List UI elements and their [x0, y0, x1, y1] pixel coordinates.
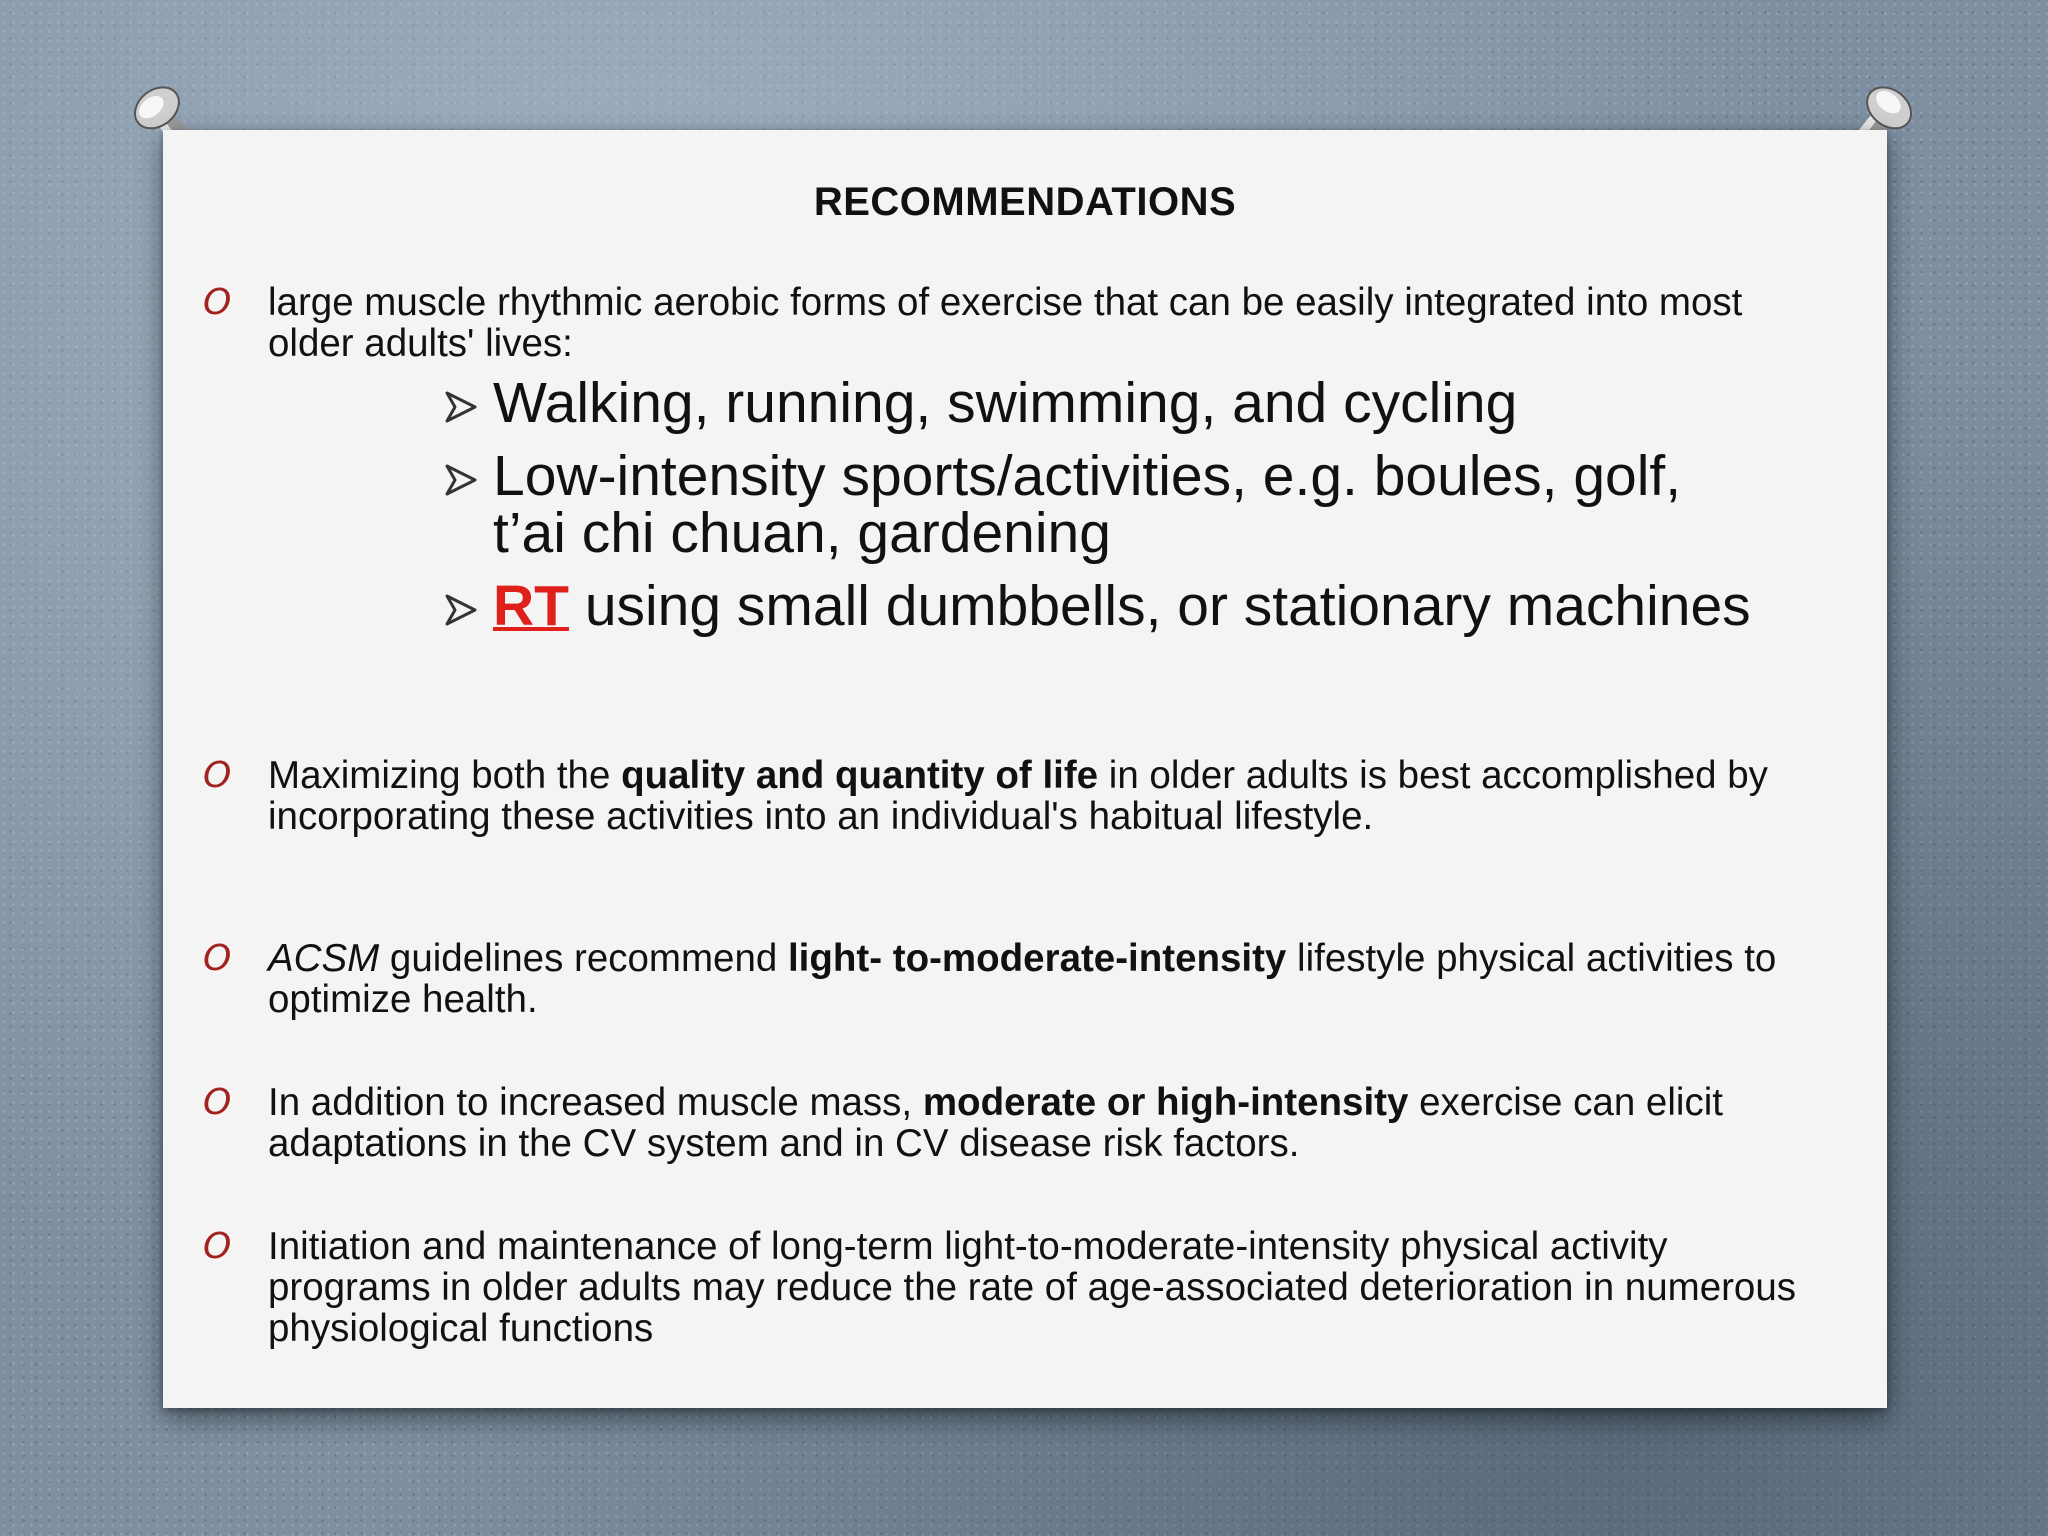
bullet-acsm-guidelines	[203, 938, 1827, 1020]
rt-highlight: RT	[493, 574, 569, 638]
list-item	[443, 444, 1767, 565]
bullet-text: large muscle rhythmic aerobic forms of exercise that can be easily integrated into most older adults' lives:	[268, 281, 1743, 365]
bullet-long-term-programs	[203, 1226, 1827, 1349]
bold-run: quality and quantity of life	[621, 754, 1099, 797]
slide-title: RECOMMENDATIONS	[813, 180, 1237, 224]
italic-run: ACSM	[268, 937, 380, 980]
activity-list	[443, 371, 1767, 651]
bullet-aerobic-forms	[203, 282, 1827, 364]
bold-run: light- to-moderate-intensity	[787, 937, 1287, 980]
bullet-marker: O	[203, 282, 232, 323]
bullet-text	[268, 938, 1827, 1020]
bullet-text: Initiation and maintenance of long-term light-to-moderate-intensity physical activity programs in older adults may reduce the rate of age-associated deterioration in numerous physiological functions	[268, 1225, 1797, 1350]
bullet-text	[268, 755, 1827, 837]
bullet-marker: O	[203, 1082, 232, 1123]
bullet-cv-adaptations	[203, 1082, 1827, 1164]
list-item	[443, 574, 1767, 638]
text-run: Maximizing both the	[268, 754, 622, 797]
bullet-marker: O	[203, 755, 232, 796]
text-run: exercise can elicit adaptations in the CV system and in CV disease risk factors.	[268, 1081, 1723, 1165]
bullet-text	[268, 1082, 1827, 1164]
list-item-text: Low-intensity sports/activities, e.g. boules, golf, t’ai chi chuan, gardening	[493, 444, 1682, 565]
text-run: lifestyle physical activities to optimize health.	[268, 937, 1777, 1021]
bullet-quality-of-life	[203, 755, 1827, 837]
bullet-marker: O	[203, 938, 232, 979]
text-run: In addition to increased muscle mass,	[268, 1081, 923, 1124]
slide-paper	[163, 130, 1887, 1408]
list-item	[443, 371, 1767, 435]
arrow-right-icon	[443, 462, 479, 498]
text-run: guidelines recommend	[379, 937, 788, 980]
list-item-text: using small dumbbells, or stationary machines	[568, 574, 1751, 638]
arrow-right-icon	[443, 389, 479, 425]
arrow-right-icon	[443, 592, 479, 628]
bullet-marker: O	[203, 1226, 232, 1267]
list-item-text: Walking, running, swimming, and cycling	[493, 371, 1518, 435]
text-run: in older adults is best accomplished by incorporating these activities into an individual's habitual lifestyle.	[268, 754, 1768, 838]
bold-run: moderate or high-intensity	[922, 1081, 1409, 1124]
